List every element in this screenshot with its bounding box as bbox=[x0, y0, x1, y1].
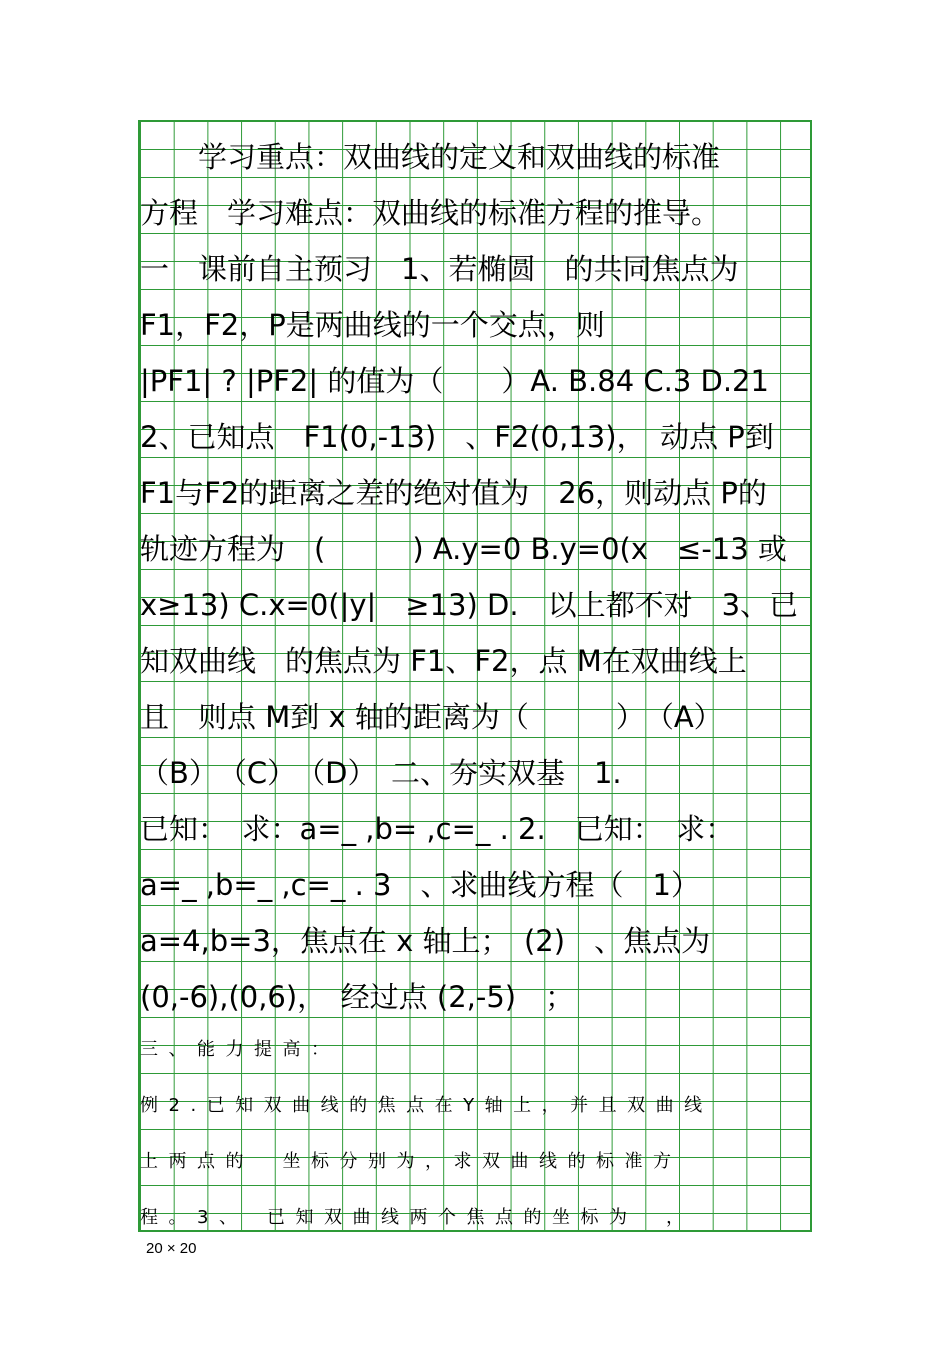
text-line bbox=[140, 962, 810, 1018]
text-line bbox=[140, 458, 810, 514]
text-line-content: 一 课前自主预习 1、若椭圆 的共同焦点为 bbox=[140, 252, 739, 286]
text-line bbox=[140, 738, 810, 794]
text-line bbox=[140, 402, 810, 458]
text-line bbox=[140, 570, 810, 626]
text-line bbox=[140, 794, 810, 850]
text-line-content: x≥13) C.x=0(|y| ≥13) D. 以上都不对 3、已 bbox=[140, 588, 799, 622]
text-line bbox=[140, 178, 810, 234]
text-line-content: F1与F2的距离之差的绝对值为 26，则动点 P的 bbox=[140, 476, 767, 510]
text-line-content: a=4,b=3，焦点在 x 轴上； (2) 、焦点为 bbox=[140, 924, 711, 958]
text-line bbox=[140, 1130, 810, 1186]
text-line bbox=[140, 346, 810, 402]
text-line bbox=[140, 234, 810, 290]
text-line bbox=[140, 1018, 810, 1074]
text-line bbox=[140, 122, 810, 178]
text-line-content: 三、能力提高： bbox=[140, 1039, 340, 1060]
text-line-content: 知双曲线 的焦点为 F1、F2，点 M在双曲线上 bbox=[140, 644, 747, 678]
text-line-content: 程。3、 已知双曲线两个焦点的坐标为 ， bbox=[140, 1207, 695, 1228]
text-line-content: 已知： 求：a=_ ,b= ,c=_ . 2. 已知： 求： bbox=[140, 812, 735, 846]
text-line-content: 且 则点 M到 x 轴的距离为（ ） （A） bbox=[140, 700, 723, 734]
text-line-content: 2、已知点 F1(0,-13) 、F2(0,13)， 动点 P到 bbox=[140, 420, 774, 454]
text-line-content: (0,-6),(0,6)， 经过点 (2,-5) ； bbox=[140, 980, 575, 1014]
text-line-content: 轨迹方程为 ( ) A.y=0 B.y=0(x ≤-13 或 bbox=[140, 532, 787, 566]
text-line bbox=[140, 850, 810, 906]
text-line-content: 例2.已知双曲线的焦点在Y轴上，并且双曲线 bbox=[140, 1095, 713, 1116]
text-line bbox=[140, 514, 810, 570]
text-line bbox=[140, 626, 810, 682]
text-line-content: |PF1| ? |PF2| 的值为（ ）A. B.84 C.3 D.21 bbox=[140, 364, 769, 398]
grid-size-label: 20 × 20 bbox=[146, 1240, 197, 1257]
text-line-content: a=_ ,b=_ ,c=_ . 3 、求曲线方程（ 1） bbox=[140, 868, 700, 902]
text-line-content: 上两点的 坐标分别为，求双曲线的标准方 bbox=[140, 1151, 682, 1172]
text-line bbox=[140, 1074, 810, 1130]
text-line-content: 方程 学习难点：双曲线的标准方程的推导。 bbox=[140, 196, 721, 230]
text-line bbox=[140, 682, 810, 738]
grid-paper bbox=[138, 120, 812, 1232]
text-line bbox=[140, 290, 810, 346]
text-line-content: F1，F2，P是两曲线的一个交点，则 bbox=[140, 308, 605, 342]
text-line-content: 学习重点：双曲线的定义和双曲线的标准 bbox=[140, 140, 721, 174]
text-line-content: （B） （C） （D） 二、夯实双基 1. bbox=[140, 756, 622, 790]
text-line bbox=[140, 906, 810, 962]
text-line bbox=[140, 1186, 810, 1242]
